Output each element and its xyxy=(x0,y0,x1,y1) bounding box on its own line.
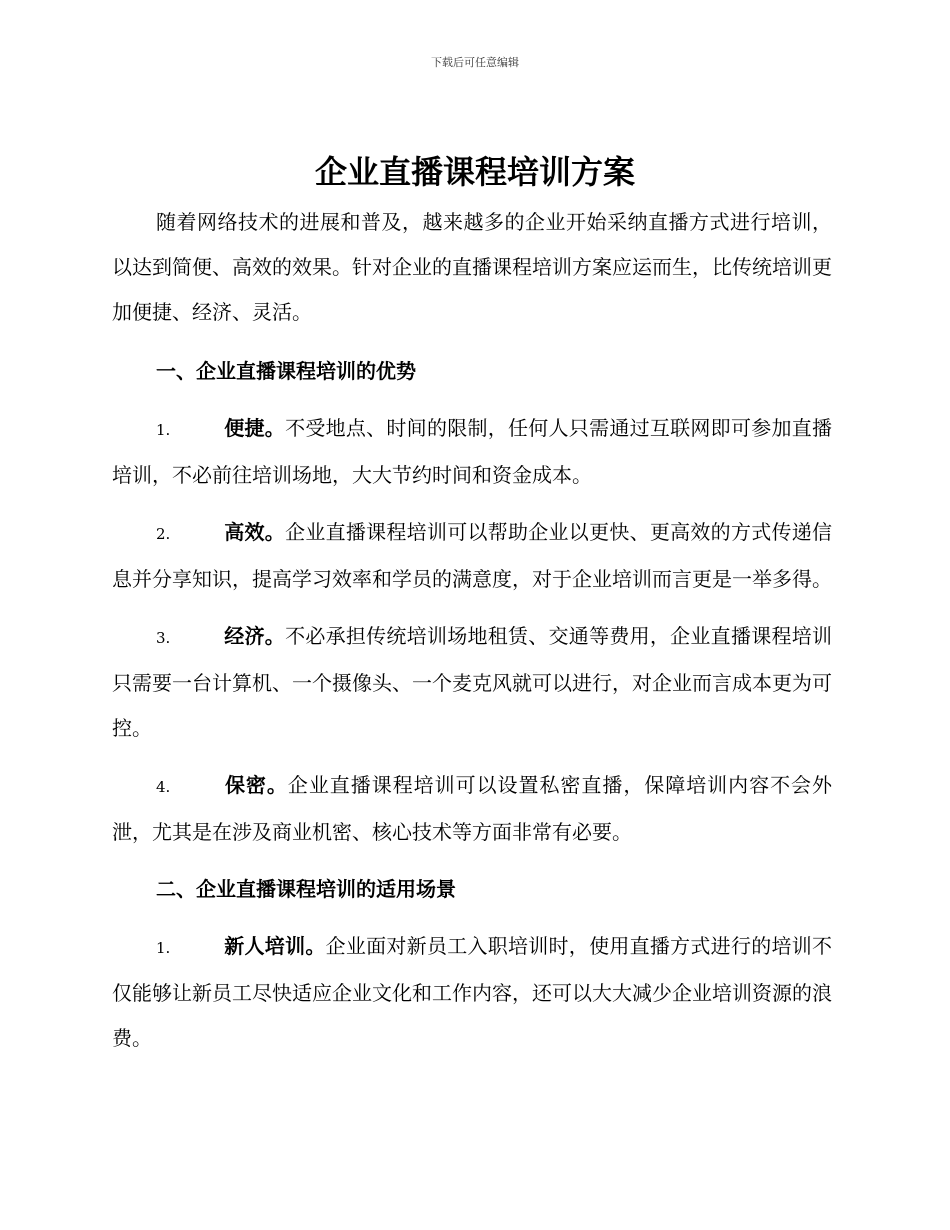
page-title: 企业直播课程培训方案 xyxy=(314,153,635,191)
list-item-term: 高效。 xyxy=(224,520,286,544)
list-item-number: 1. xyxy=(156,421,171,439)
list-item-number: 2. xyxy=(156,525,171,543)
section-heading-advantages: 一、企业直播课程培训的优势 xyxy=(156,359,416,383)
list-item-text: 不必承担传统培训场地租赁、交通等费用，企业直播课程培训只需要一台计算机、一个摄像头、一个麦克风就可以进行，对企业而言成本更为可控。 xyxy=(112,624,833,740)
list-item xyxy=(112,614,832,751)
list-item-term: 经济。 xyxy=(224,624,286,648)
list-item-text: 企业面对新员工入职培训时，使用直播方式进行的培训不仅能够让新员工尽快适应企业文化和工作内容，还可以大大减少企业培训资源的浪费。 xyxy=(112,934,833,1050)
list-item-term: 便捷。 xyxy=(224,416,286,440)
list-item-text: 企业直播课程培训可以设置私密直播，保障培训内容不会外泄，尤其是在涉及商业机密、核心技术等方面非常有必要。 xyxy=(112,773,833,844)
list-item xyxy=(112,406,832,498)
list-item xyxy=(112,924,832,1061)
list-item-term: 新人培训。 xyxy=(224,934,326,958)
list-item-text: 企业直播课程培训可以帮助企业以更快、更高效的方式传递信息并分享知识，提高学习效率和学员的满意度，对于企业培训而言更是一举多得。 xyxy=(112,520,833,591)
list-item xyxy=(112,510,832,602)
list-item xyxy=(112,763,832,855)
intro-paragraph: 随着网络技术的进展和普及，越来越多的企业开始采纳直播方式进行培训，以达到简便、高效的效果。针对企业的直播课程培训方案应运而生，比传统培训更加便捷、经济、灵活。 xyxy=(112,210,832,324)
header-note: 下载后可任意编辑 xyxy=(431,56,519,69)
list-item-number: 3. xyxy=(156,629,171,647)
section-heading-scenarios: 二、企业直播课程培训的适用场景 xyxy=(156,877,456,901)
list-item-term: 保密。 xyxy=(224,773,288,797)
list-item-number: 1. xyxy=(156,939,171,957)
list-item-number: 4. xyxy=(156,778,171,796)
list-item-text: 不受地点、时间的限制，任何人只需通过互联网即可参加直播培训，不必前往培训场地，大大节约时间和资金成本。 xyxy=(112,416,833,487)
document-body xyxy=(112,200,832,1061)
